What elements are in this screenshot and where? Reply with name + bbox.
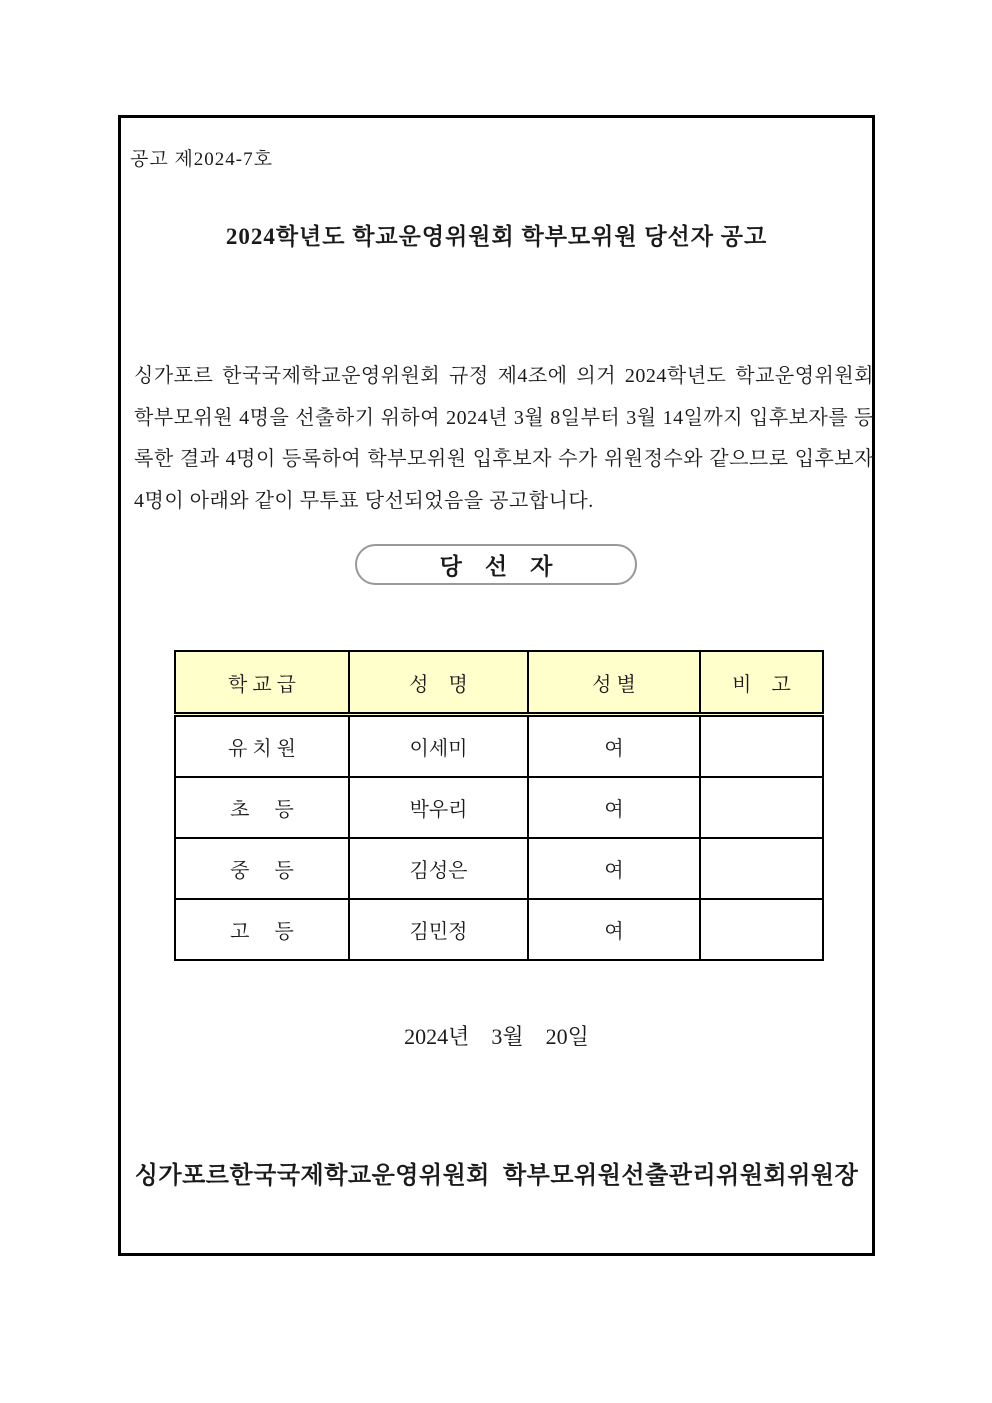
cell-note <box>700 777 823 838</box>
table-header-row <box>175 651 823 715</box>
announcement-date: 2024년 3월 20일 <box>404 1024 589 1049</box>
announcement-body-paragraph: 싱가포르 한국국제학교운영위원회 규정 제4조에 의거 2024학년도 학교운영위원회 학부모위원 4명을 선출하기 위하여 2024년 3월 8일부터 3월 14일까지 입후보자를 등록한 결과 4명이 등록하여 학부모위원 입후보자 수가 위원정수와 같으므로 입후보자 4명이 아래와 같이 무투표 당선되었음을 공고합니다. <box>134 365 874 512</box>
cell-gender: 여 <box>528 899 700 960</box>
column-header-name: 성 명 <box>349 651 528 715</box>
cell-gender: 여 <box>528 777 700 838</box>
cell-name: 박우리 <box>349 777 528 838</box>
column-header-school-level: 학 교 급 <box>175 651 349 715</box>
cell-school-level: 초 등 <box>175 777 349 838</box>
table-row <box>175 899 823 960</box>
winners-table <box>174 650 824 961</box>
cell-name: 이세미 <box>349 715 528 778</box>
cell-note <box>700 899 823 960</box>
announcement-number: 공고 제2024-7호 <box>130 149 273 170</box>
winners-section-badge <box>355 544 637 585</box>
winners-table-header <box>175 651 823 715</box>
table-row <box>175 777 823 838</box>
winners-table-body <box>175 715 823 961</box>
cell-note <box>700 838 823 899</box>
signature-line: 싱가포르한국국제학교운영위원회 학부모위원선출관리위원회위원장 <box>134 1163 859 1189</box>
cell-school-level: 중 등 <box>175 838 349 899</box>
column-header-gender: 성 별 <box>528 651 700 715</box>
cell-school-level: 고 등 <box>175 899 349 960</box>
cell-gender: 여 <box>528 838 700 899</box>
table-row <box>175 838 823 899</box>
winners-section-label: 당 선 자 <box>439 554 553 579</box>
cell-name: 김민정 <box>349 899 528 960</box>
column-header-note: 비 고 <box>700 651 823 715</box>
cell-note <box>700 715 823 778</box>
page-title: 2024학년도 학교운영위원회 학부모위원 당선자 공고 <box>225 224 768 249</box>
cell-school-level: 유 치 원 <box>175 715 349 778</box>
cell-name: 김성은 <box>349 838 528 899</box>
table-row <box>175 715 823 778</box>
cell-gender: 여 <box>528 715 700 778</box>
